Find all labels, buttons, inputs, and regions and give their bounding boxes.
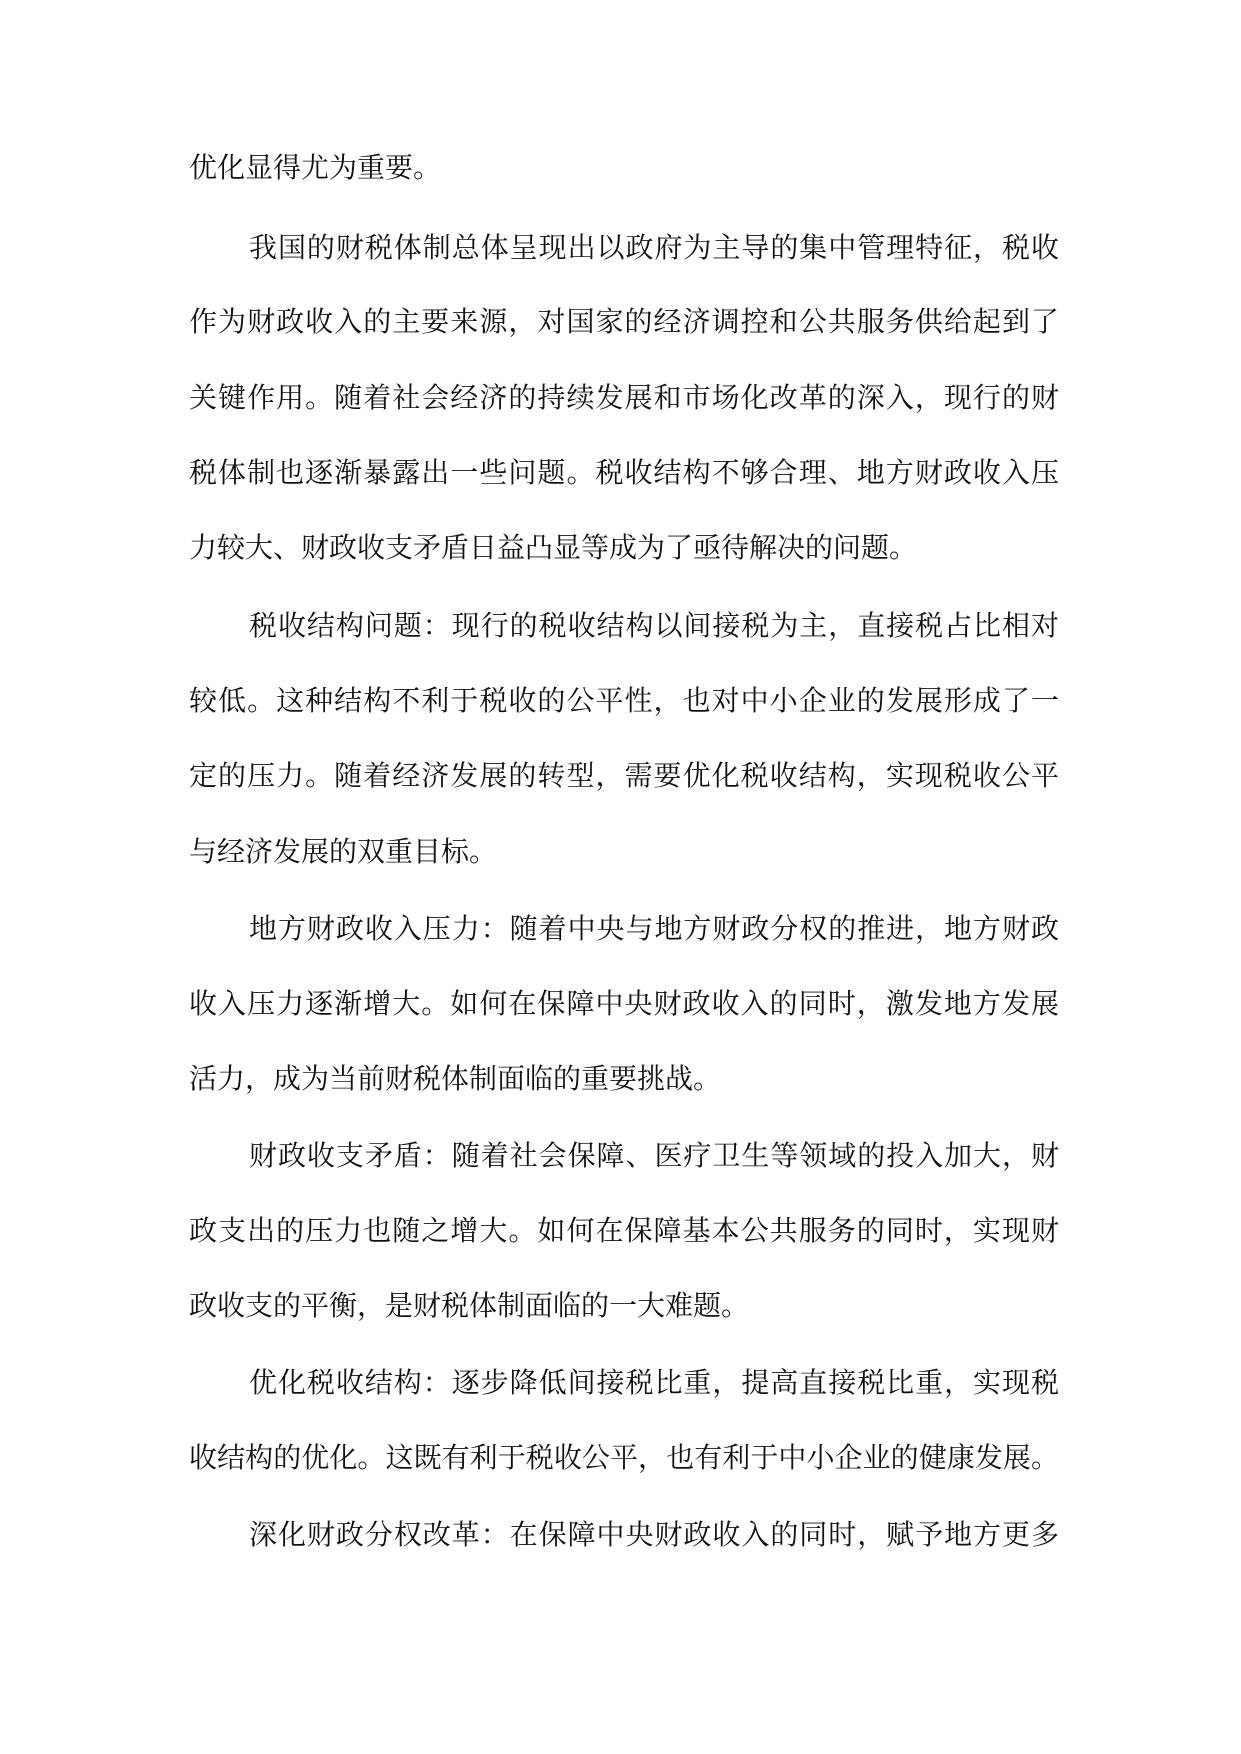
text-line: 税体制也逐渐暴露出一些问题。税收结构不够合理、地方财政收入压 (189, 456, 1059, 489)
text-line: 定的压力。随着经济发展的转型，需要优化税收结构，实现税收公平 (189, 759, 1059, 792)
text-line: 我国的财税体制总体呈现出以政府为主导的集中管理特征，税收 (249, 231, 1059, 264)
text-line: 力较大、财政收支矛盾日益凸显等成为了亟待解决的问题。 (189, 531, 918, 564)
text-line: 优化税收结构：逐步降低间接税比重，提高直接税比重，实现税 (249, 1366, 1059, 1399)
text-line: 较低。这种结构不利于税收的公平性，也对中小企业的发展形成了一 (189, 684, 1059, 717)
text-line: 收结构的优化。这既有利于税收公平，也有利于中小企业的健康发展。 (189, 1441, 1059, 1474)
text-line: 收入压力逐渐增大。如何在保障中央财政收入的同时，激发地方发展 (189, 987, 1059, 1020)
text-line: 活力，成为当前财税体制面临的重要挑战。 (189, 1062, 722, 1095)
text-line: 政收支的平衡，是财税体制面临的一大难题。 (189, 1289, 750, 1322)
text-line: 作为财政收入的主要来源，对国家的经济调控和公共服务供给起到了 (189, 305, 1059, 338)
text-line: 与经济发展的双重目标。 (189, 835, 498, 868)
text-line: 地方财政收入压力：随着中央与地方财政分权的推进，地方财政 (249, 912, 1059, 945)
text-line: 优化显得尤为重要。 (189, 151, 442, 184)
text-line: 深化财政分权改革：在保障中央财政收入的同时，赋予地方更多 (249, 1518, 1059, 1551)
text-line: 政支出的压力也随之增大。如何在保障基本公共服务的同时，实现财 (189, 1214, 1059, 1247)
text-line: 财政收支矛盾：随着社会保障、医疗卫生等领域的投入加大，财 (249, 1139, 1059, 1172)
text-line: 税收结构问题：现行的税收结构以间接税为主，直接税占比相对 (249, 609, 1059, 642)
text-line: 关键作用。随着社会经济的持续发展和市场化改革的深入，现行的财 (189, 381, 1059, 414)
